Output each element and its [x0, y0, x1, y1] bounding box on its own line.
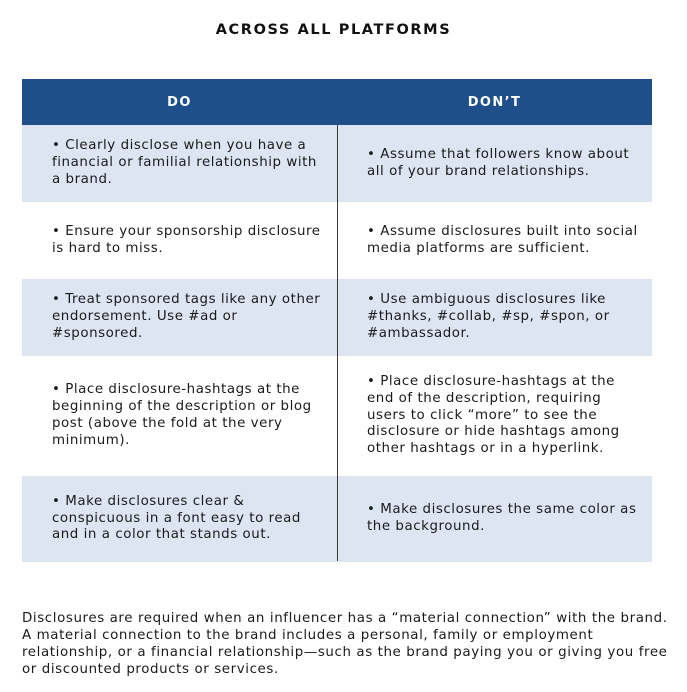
table-header — [22, 79, 652, 125]
page-title: ACROSS ALL PLATFORMS — [215, 22, 452, 38]
header-do: DO — [167, 94, 192, 110]
do-cell: • Place disclosure-hashtags at the beginning of the description or blog post (above the fold at the very minimum). — [52, 382, 312, 448]
column-divider — [337, 125, 338, 561]
disclosure-note: Disclosures are required when an influencer has a “material connection” with the brand. A material connection to the brand includes a personal, family or employment relationship, or a financial relationship—such as the brand paying you or giving you free or discounted products or services. — [22, 611, 668, 677]
dont-cell: • Assume that followers know about all of your brand relationships. — [367, 146, 630, 179]
header-dont: DON’T — [467, 94, 522, 110]
dont-cell: • Assume disclosures built into social media platforms are sufficient. — [367, 223, 638, 256]
do-cell: • Ensure your sponsorship disclosure is hard to miss. — [52, 223, 321, 256]
dont-cell: • Make disclosures the same color as the background. — [367, 502, 637, 534]
dont-cell: • Use ambiguous disclosures like #thanks, #collab, #sp, #spon, or #ambassador. — [367, 292, 610, 341]
do-cell: • Clearly disclose when you have a financial or familial relationship with a brand. — [52, 138, 317, 187]
do-cell: • Treat sponsored tags like any other endorsement. Use #ad or #sponsored. — [52, 292, 321, 341]
dont-cell: • Place disclosure-hashtags at the end of the description, requiring users to click “more” to see the disclosure or hide hashtags among other hashtags or in a hyperlink. — [367, 373, 620, 457]
do-cell: • Make disclosures clear & conspicuous in a font easy to read and in a color that stands out. — [52, 493, 301, 543]
